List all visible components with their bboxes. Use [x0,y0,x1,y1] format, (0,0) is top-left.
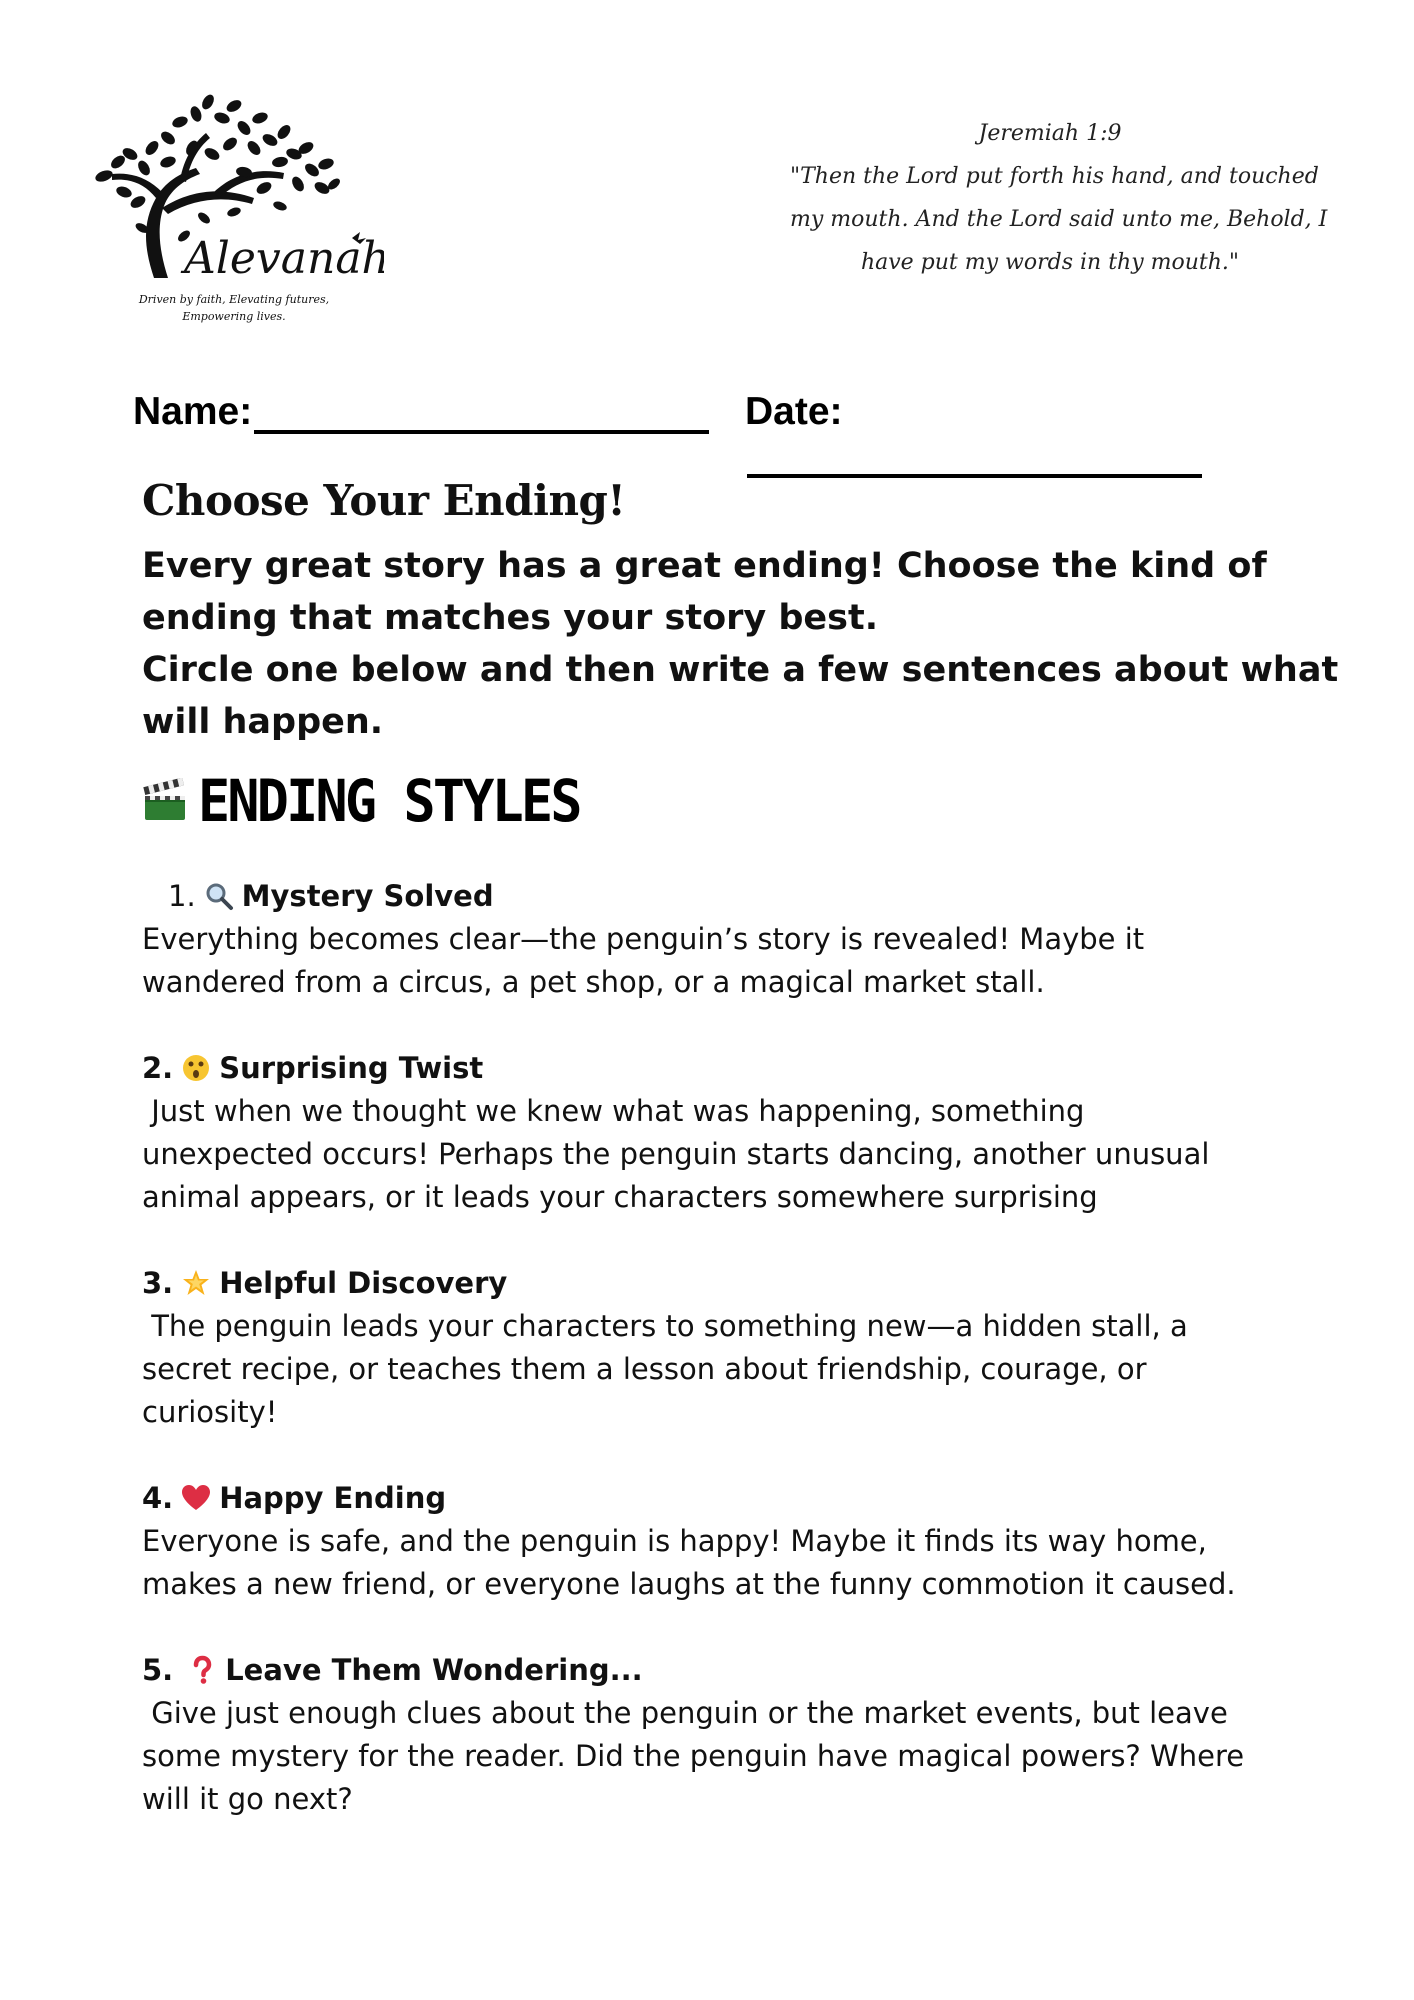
ending-option[interactable] [142,1048,1322,1219]
instruction-line: Circle one below and then write a few sentences about what [142,650,1339,690]
option-text-line: Everyone is safe, and the penguin is happy! Maybe it finds its way home, [142,1524,1207,1558]
option-number: 5. [142,1653,174,1687]
verse-line: my mouth. And the Lord said unto me, Behold, I [790,207,1328,232]
option-number: 3. [142,1266,174,1300]
date-write-line[interactable] [747,436,1202,478]
astonished-face-icon [181,1053,211,1083]
svg-text:Empowering lives.: Empowering lives. [182,310,286,323]
clapperboard-icon [142,778,188,824]
date-field[interactable] [745,390,1293,478]
option-text-line: Everything becomes clear—the penguin’s story is revealed! Maybe it [142,922,1145,956]
name-label: Name: [133,390,253,433]
bible-verse [790,112,1328,284]
ending-option[interactable] [142,1263,1322,1434]
option-heading: Happy Ending [219,1481,447,1515]
verse-reference: Jeremiah 1:9 [978,121,1122,146]
date-label: Date: [745,390,843,433]
option-number: 2. [142,1051,174,1085]
option-text-line: secret recipe, or teaches them a lesson about friendship, courage, or [142,1352,1147,1386]
option-text-line: unexpected occurs! Perhaps the penguin starts dancing, another unusual [142,1137,1210,1171]
question-mark-icon [187,1655,217,1685]
section-title: ENDING STYLES [198,767,580,835]
red-heart-icon [181,1483,211,1513]
svg-text:Alevanah: Alevanah [184,233,384,284]
verse-line: have put my words in thy mouth." [860,250,1240,275]
tree-logo-icon [84,88,384,328]
svg-text:Driven by faith, Elevating fut: Driven by faith, Elevating futures, [138,293,330,306]
instructions [142,540,1339,748]
option-text-line: curiosity! [142,1395,278,1429]
option-text-line: animal appears, or it leads your characters somewhere surprising [142,1180,1098,1214]
ending-option[interactable] [142,1478,1322,1606]
option-text-line: will it go next? [142,1782,353,1816]
option-text-line: The penguin leads your characters to something new—a hidden stall, a [142,1309,1188,1343]
alevanah-logo [84,88,384,328]
name-write-line[interactable] [254,392,709,434]
verse-line: "Then the Lord put forth his hand, and touched [790,164,1319,189]
option-number: 4. [142,1481,174,1515]
option-number: 1. [168,879,196,913]
option-text-line: some mystery for the reader. Did the penguin have magical powers? Where [142,1739,1245,1773]
option-text-line: Give just enough clues about the penguin or the market events, but leave [142,1696,1228,1730]
page-title: Choose Your Ending! [142,476,626,525]
option-text-line: makes a new friend, or everyone laughs at the funny commotion it caused. [142,1567,1236,1601]
option-heading: Leave Them Wondering... [225,1653,643,1687]
instruction-line: Every great story has a great ending! Choose the kind of [142,546,1267,586]
ending-option[interactable] [142,876,1322,1004]
glowing-star-icon [181,1268,211,1298]
option-text-line: Just when we thought we knew what was happening, something [142,1094,1085,1128]
option-heading: Helpful Discovery [219,1266,508,1300]
ending-option[interactable] [142,1650,1322,1821]
magnifying-glass-icon [204,881,234,911]
name-date-fields [133,390,1293,440]
instruction-line: ending that matches your story best. [142,598,879,638]
name-field[interactable] [133,390,709,434]
option-text-line: wandered from a circus, a pet shop, or a magical market stall. [142,965,1045,999]
option-heading: Surprising Twist [219,1051,484,1085]
option-heading: Mystery Solved [241,879,494,913]
instruction-line: will happen. [142,702,384,742]
section-heading [142,766,613,836]
